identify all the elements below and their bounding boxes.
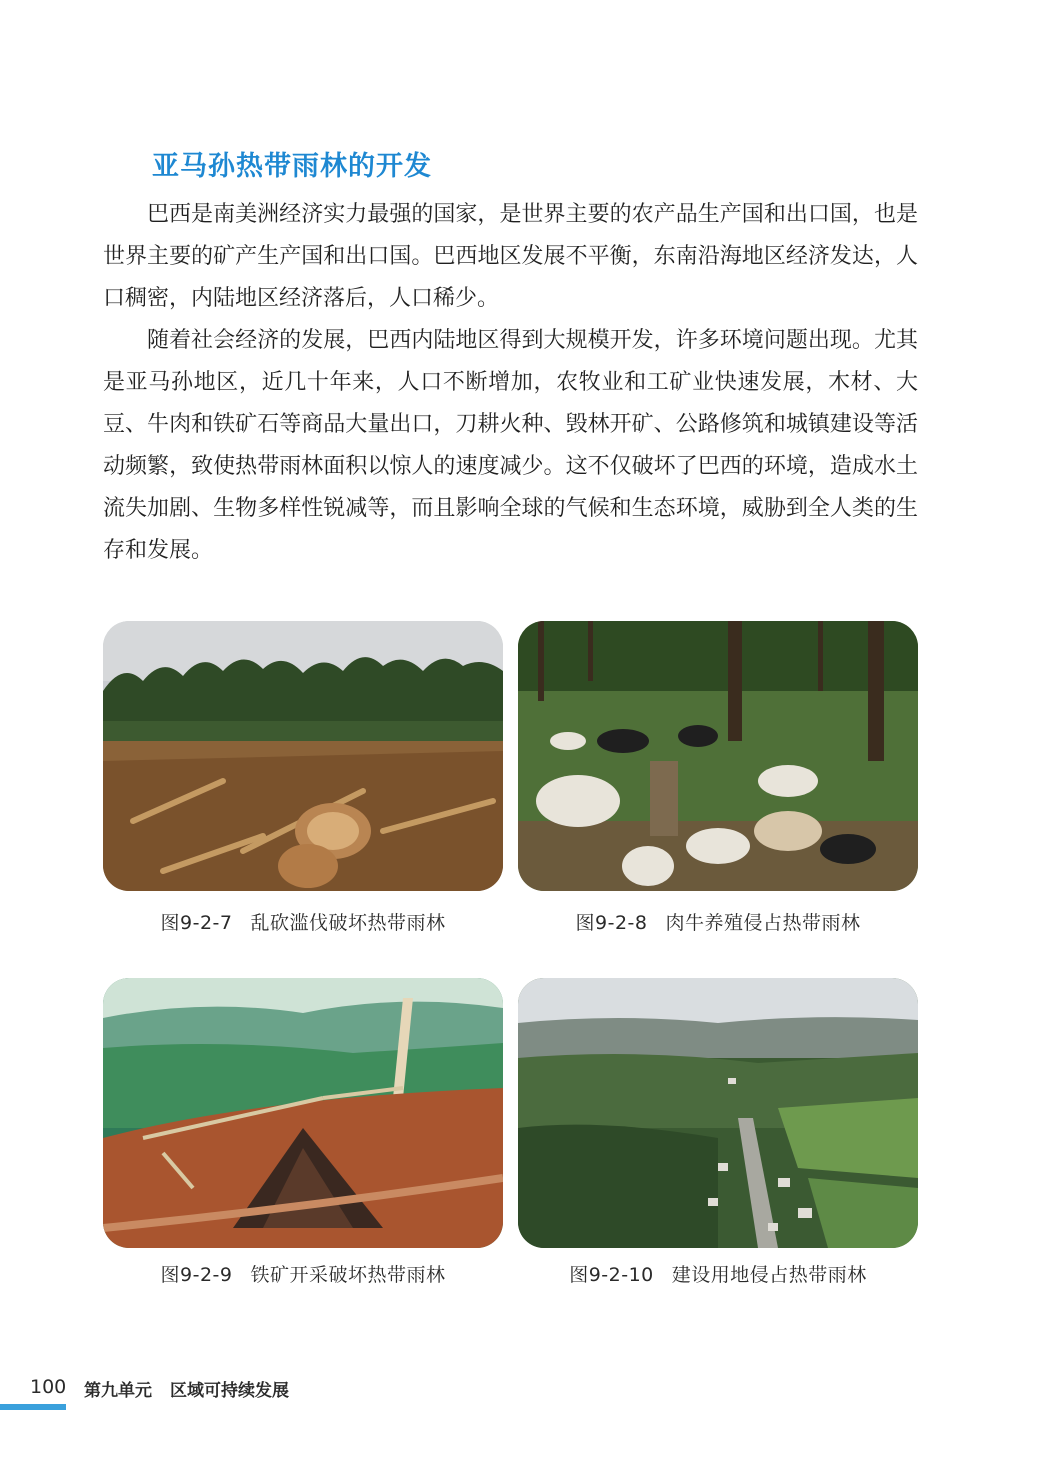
figure-caption-text: 建设用地侵占热带雨林 [671, 1264, 867, 1286]
figure-iron-mine-photo [103, 978, 503, 1248]
figure-deforestation-photo [103, 621, 503, 891]
unit-title: 区域可持续发展 [170, 1381, 289, 1401]
figure-cattle-photo [518, 621, 918, 891]
unit-name: 第九单元 [84, 1381, 152, 1401]
paragraph-1: 巴西是南美洲经济实力最强的国家，是世界主要的农产品生产国和出口国，也是世界主要的矿产生产国和出口国。巴西地区发展不平衡，东南沿海地区经济发达，人口稠密，内陆地区经济落后，人口稀少。 [103, 202, 918, 311]
page-footer [0, 1372, 1043, 1432]
figure-number: 图9-2-8 [575, 912, 648, 934]
page-number: 100 [30, 1376, 67, 1398]
unit-label [84, 1376, 289, 1401]
body-text [103, 194, 918, 572]
figure-caption-1 [103, 908, 503, 935]
figure-caption-4 [518, 1260, 918, 1287]
section-title: 亚马孙热带雨林的开发 [152, 151, 432, 182]
figure-settlement-photo [518, 978, 918, 1248]
figure-caption-text: 乱砍滥伐破坏热带雨林 [250, 912, 446, 934]
figure-caption-2 [518, 908, 918, 935]
paragraph-2: 随着社会经济的发展，巴西内陆地区得到大规模开发，许多环境问题出现。尤其是亚马孙地区，近几十年来，人口不断增加，农牧业和工矿业快速发展，木材、大豆、牛肉和铁矿石等商品大量出口，刀耕火种、毁林开矿、公路修筑和城镇建设等活动频繁，致使热带雨林面积以惊人的速度减少。这不仅破坏了巴西的环境，造成水土流失加剧、生物多样性锐减等，而且影响全球的气候和生态环境，威胁到全人类的生存和发展。 [103, 328, 918, 563]
figure-number: 图9-2-9 [160, 1264, 233, 1286]
figure-caption-text: 肉牛养殖侵占热带雨林 [665, 912, 861, 934]
figure-number: 图9-2-7 [160, 912, 233, 934]
footer-accent-bar [0, 1404, 66, 1410]
figure-number: 图9-2-10 [569, 1264, 654, 1286]
figure-caption-3 [103, 1260, 503, 1287]
figure-caption-text: 铁矿开采破坏热带雨林 [250, 1264, 446, 1286]
